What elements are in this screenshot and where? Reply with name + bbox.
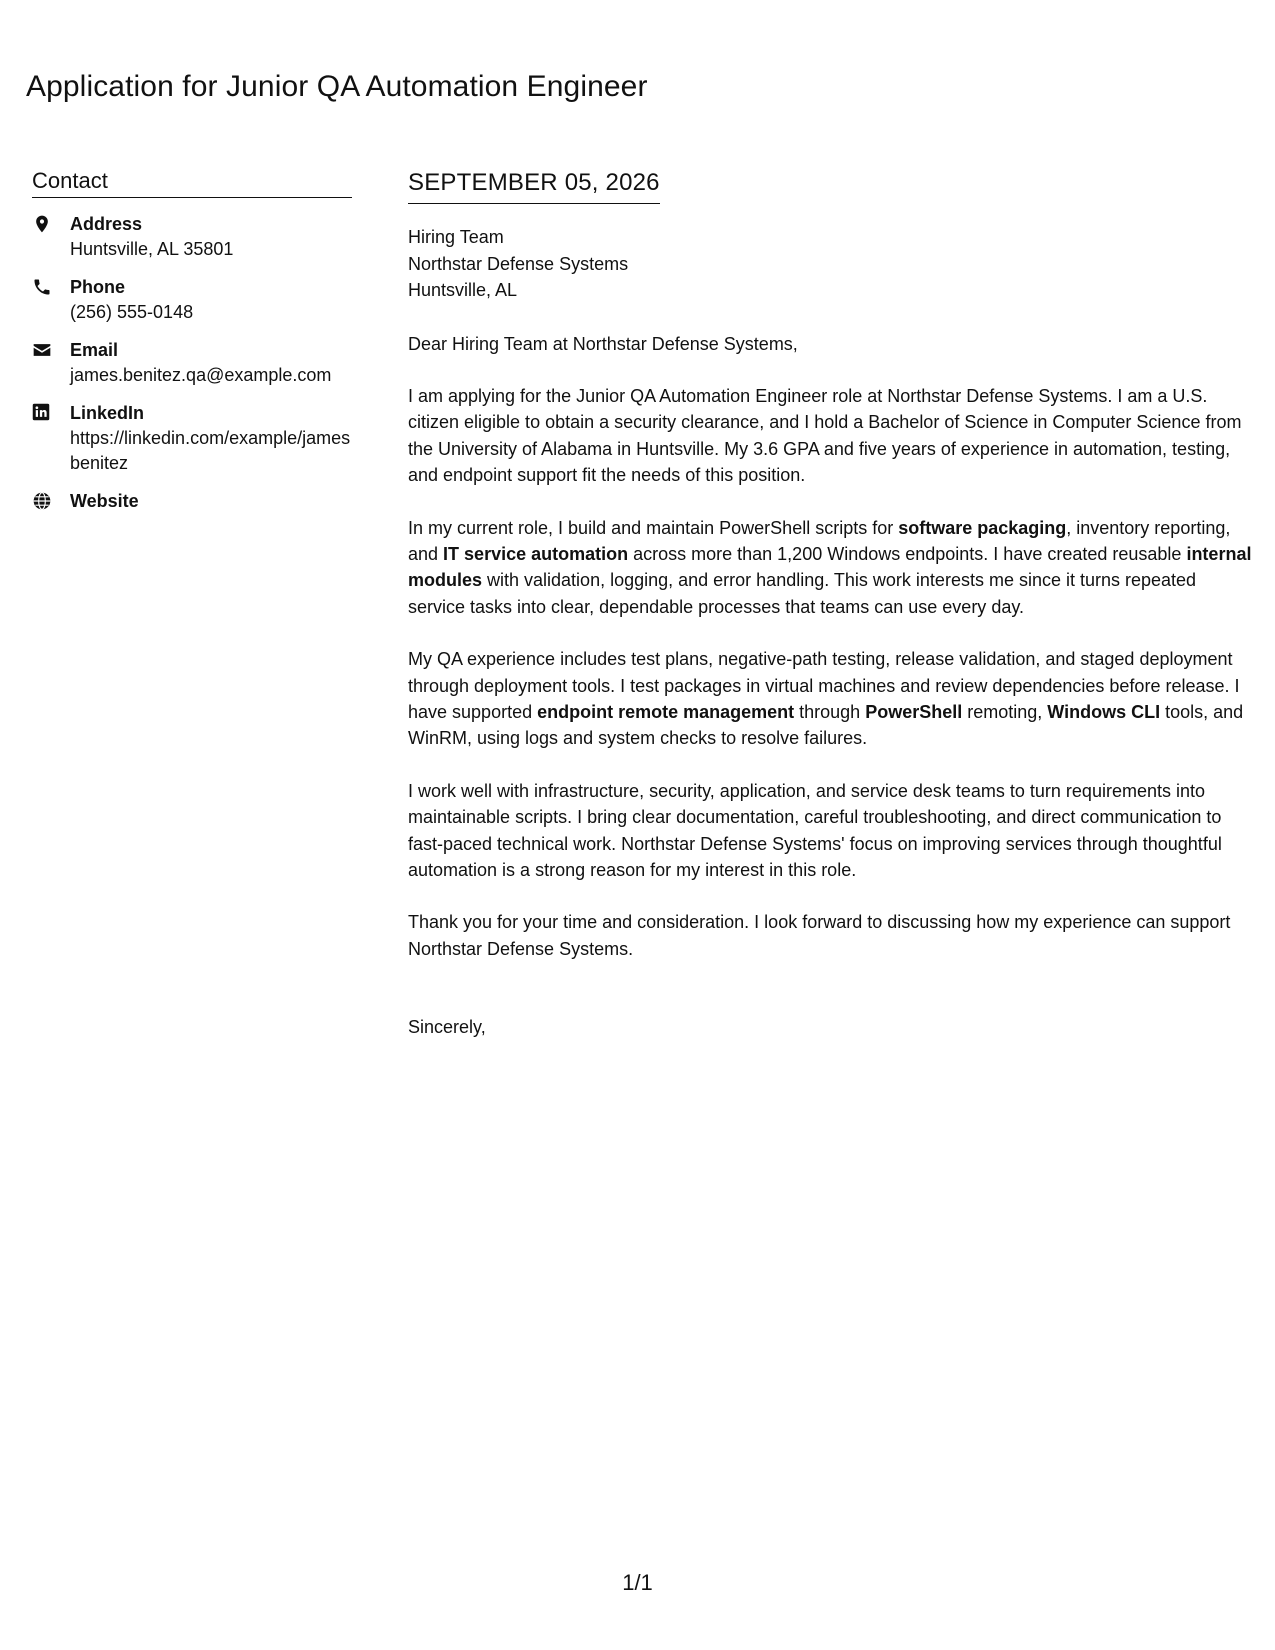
paragraph-current-role: In my current role, I build and maintain PowerShell scripts for software packaging, inventory reporting, and IT service automation across more than 1,200 Windows endpoints. I have created reusable internal modules with validation, logging, and error handling. This work interests me since it turns repeated service tasks into clear, dependable processes that teams can use every day.	[408, 517, 1252, 617]
paragraph-introduction: I am applying for the Junior QA Automation Engineer role at Northstar Defense Systems. I am a U.S. citizen eligible to obtain a security clearance, and I hold a Bachelor of Science in Computer Science from the University of Alabama in Huntsville. My 3.6 GPA and five years of experience in automation, testing, and endpoint support fit the needs of this position.	[408, 385, 1242, 486]
paragraph-thanks: Thank you for your time and consideration. I look forward to discussing how my experience can support Northstar Defense Systems.	[408, 912, 1231, 959]
address-value: Huntsville, AL 35801	[70, 239, 234, 259]
salutation: Dear Hiring Team at Northstar Defense Systems,	[408, 333, 798, 354]
linkedin-label: LinkedIn	[70, 403, 145, 423]
globe-icon	[32, 489, 70, 511]
linkedin-icon	[32, 401, 70, 421]
contact-item-phone	[32, 275, 352, 325]
closing: Sincerely,	[408, 1017, 486, 1038]
keyword: endpoint remote management	[537, 701, 795, 722]
address-label: Address	[70, 214, 143, 234]
keyword: Windows CLI	[1047, 701, 1161, 722]
contact-heading: Contact	[32, 167, 352, 198]
keyword: IT service automation	[443, 543, 629, 564]
map-pin-icon	[32, 212, 70, 234]
linkedin-value[interactable]: https://linkedin.com/example/jamesbenitez	[70, 428, 351, 473]
recipient-line: Hiring Team	[408, 227, 504, 247]
keyword: software packaging	[898, 517, 1067, 538]
page-number: 1/1	[622, 1570, 653, 1595]
recipient-block	[408, 224, 1253, 304]
phone-value: (256) 555-0148	[70, 302, 194, 322]
phone-label: Phone	[70, 277, 126, 297]
website-label: Website	[70, 491, 139, 511]
recipient-location: Huntsville, AL	[408, 280, 518, 300]
keyword: internal modules	[408, 543, 1252, 591]
contact-item-website	[32, 489, 352, 514]
letter-body	[408, 167, 1253, 1041]
document-title: Application for Junior QA Automation Engineer	[26, 70, 648, 103]
paragraph-teamwork: I work well with infrastructure, security, application, and service desk teams to turn requirements into maintainable scripts. I bring clear documentation, careful troubleshooting, and direct communication to fast-paced technical work. Northstar Defense Systems' focus on improving services through thoughtful automation is a strong reason for my interest in this role.	[408, 780, 1222, 880]
contact-item-address	[32, 212, 352, 262]
letter-date: SEPTEMBER 05, 2026	[408, 167, 660, 204]
recipient-company: Northstar Defense Systems	[408, 253, 629, 274]
paragraph-qa-experience: My QA experience includes test plans, negative-path testing, release validation, and staged deployment through deployment tools. I test packages in virtual machines and review dependencies before release. I have supported endpoint remote management through PowerShell remoting, Windows CLI tools, and WinRM, using logs and system checks to resolve failures.	[408, 649, 1244, 749]
contact-item-email	[32, 338, 352, 388]
contact-item-linkedin	[32, 401, 352, 476]
envelope-icon	[32, 338, 70, 360]
email-label: Email	[70, 340, 119, 360]
contact-sidebar	[32, 167, 352, 527]
keyword: PowerShell	[865, 701, 963, 722]
phone-icon	[32, 275, 70, 297]
email-value[interactable]: james.benitez.qa@example.com	[70, 365, 332, 385]
